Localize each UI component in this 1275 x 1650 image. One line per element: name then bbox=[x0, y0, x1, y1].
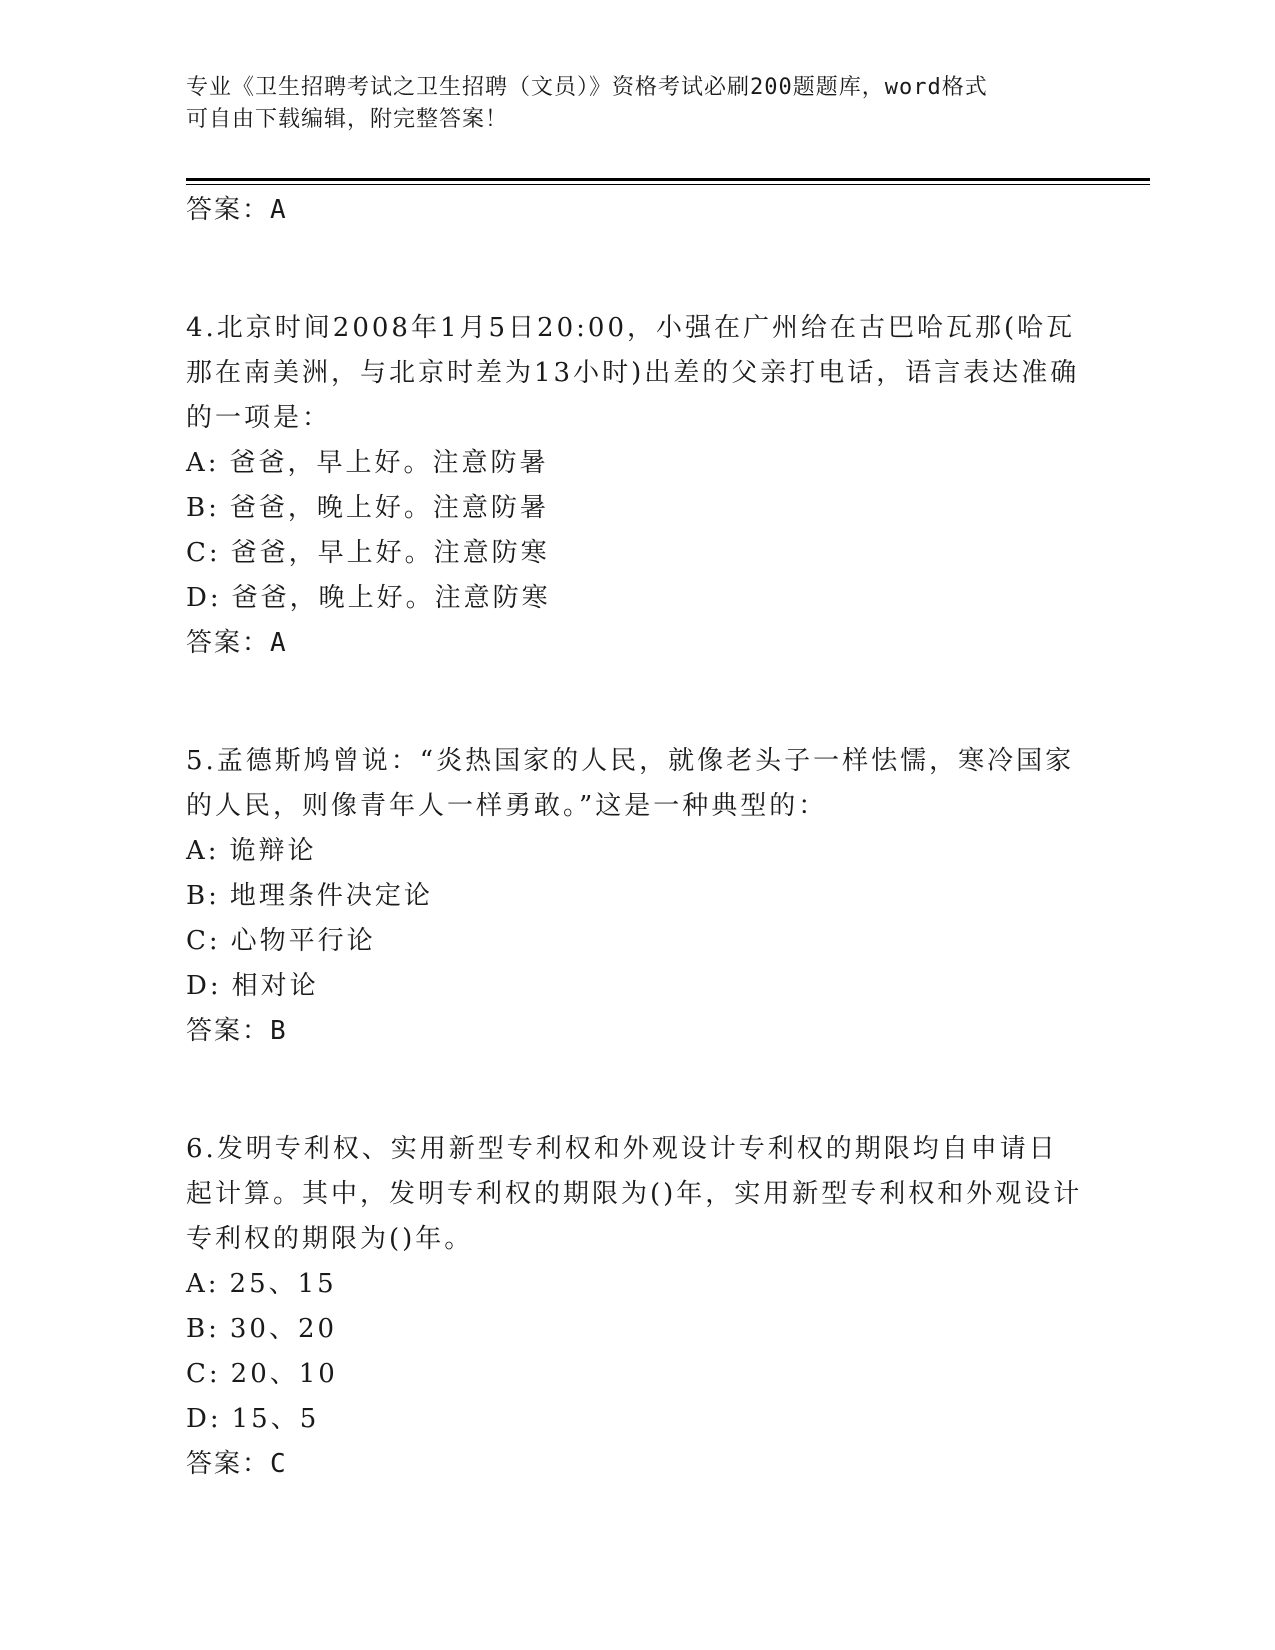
option-b bbox=[186, 486, 1086, 531]
question-stem: 6.发明专利权、实用新型专利权和外观设计专利权的期限均自申请日起计算。其中，发明专利权的期限为()年，实用新型专利权和外观设计专利权的期限为()年。 bbox=[186, 1134, 1083, 1254]
option-text: 爸爸，早上好。注意防暑 bbox=[229, 448, 549, 478]
option-b bbox=[186, 1307, 1086, 1352]
option-text: 20、10 bbox=[230, 1359, 338, 1389]
option-d bbox=[186, 964, 1086, 1009]
document-header bbox=[186, 72, 1086, 136]
option-c bbox=[186, 919, 1086, 964]
option-text: 心物平行论 bbox=[230, 926, 376, 956]
question-6 bbox=[186, 1127, 1086, 1487]
option-key: B: bbox=[186, 1314, 220, 1344]
option-a bbox=[186, 441, 1086, 486]
answer-line: 答案：B bbox=[186, 1016, 288, 1046]
answer-line: 答案：C bbox=[186, 1449, 288, 1479]
option-text: 30、20 bbox=[229, 1314, 338, 1344]
option-text: 爸爸，晚上好。注意防寒 bbox=[231, 583, 551, 613]
option-text: 25、15 bbox=[229, 1269, 337, 1299]
option-text: 诡辩论 bbox=[229, 836, 317, 866]
option-text: 相对论 bbox=[231, 971, 319, 1001]
option-key: A: bbox=[186, 1269, 220, 1299]
option-key: A: bbox=[186, 836, 220, 866]
option-text: 15、5 bbox=[231, 1404, 320, 1434]
option-a bbox=[186, 1262, 1086, 1307]
option-key: D: bbox=[186, 971, 222, 1001]
option-key: C: bbox=[186, 1359, 221, 1389]
option-text: 爸爸，早上好。注意防寒 bbox=[230, 538, 550, 568]
option-b bbox=[186, 874, 1086, 919]
option-key: C: bbox=[186, 538, 221, 568]
answer-line: 答案：A bbox=[186, 628, 288, 658]
header-divider-thin bbox=[186, 184, 1150, 185]
option-c bbox=[186, 1352, 1086, 1397]
question-stem: 5.孟德斯鸠曾说：“炎热国家的人民，就像老头子一样怯懦，寒冷国家的人民，则像青年人一样勇敢。”这是一种典型的： bbox=[186, 746, 1075, 821]
option-key: B: bbox=[186, 493, 220, 523]
question-stem: 4.北京时间2008年1月5日20:00，小强在广州给在古巴哈瓦那(哈瓦那在南美洲，与北京时差为13小时)出差的父亲打电话，语言表达准确的一项是： bbox=[186, 313, 1080, 433]
option-d bbox=[186, 1397, 1086, 1442]
option-text: 爸爸，晚上好。注意防暑 bbox=[229, 493, 549, 523]
question-5 bbox=[186, 739, 1086, 1054]
option-key: D: bbox=[186, 1404, 222, 1434]
option-c bbox=[186, 531, 1086, 576]
option-key: C: bbox=[186, 926, 221, 956]
question-list bbox=[186, 188, 1086, 1487]
option-a bbox=[186, 829, 1086, 874]
header-line-1: 专业《卫生招聘考试之卫生招聘（文员）》资格考试必刷200题题库，word格式 bbox=[186, 75, 988, 100]
header-divider-thick bbox=[186, 178, 1150, 181]
option-key: D: bbox=[186, 583, 222, 613]
option-text: 地理条件决定论 bbox=[229, 881, 433, 911]
option-d bbox=[186, 576, 1086, 621]
option-key: B: bbox=[186, 881, 220, 911]
option-key: A: bbox=[186, 448, 220, 478]
header-line-2: 可自由下载编辑，附完整答案！ bbox=[186, 107, 509, 132]
question-4 bbox=[186, 306, 1086, 666]
previous-answer: 答案：A bbox=[186, 195, 288, 225]
